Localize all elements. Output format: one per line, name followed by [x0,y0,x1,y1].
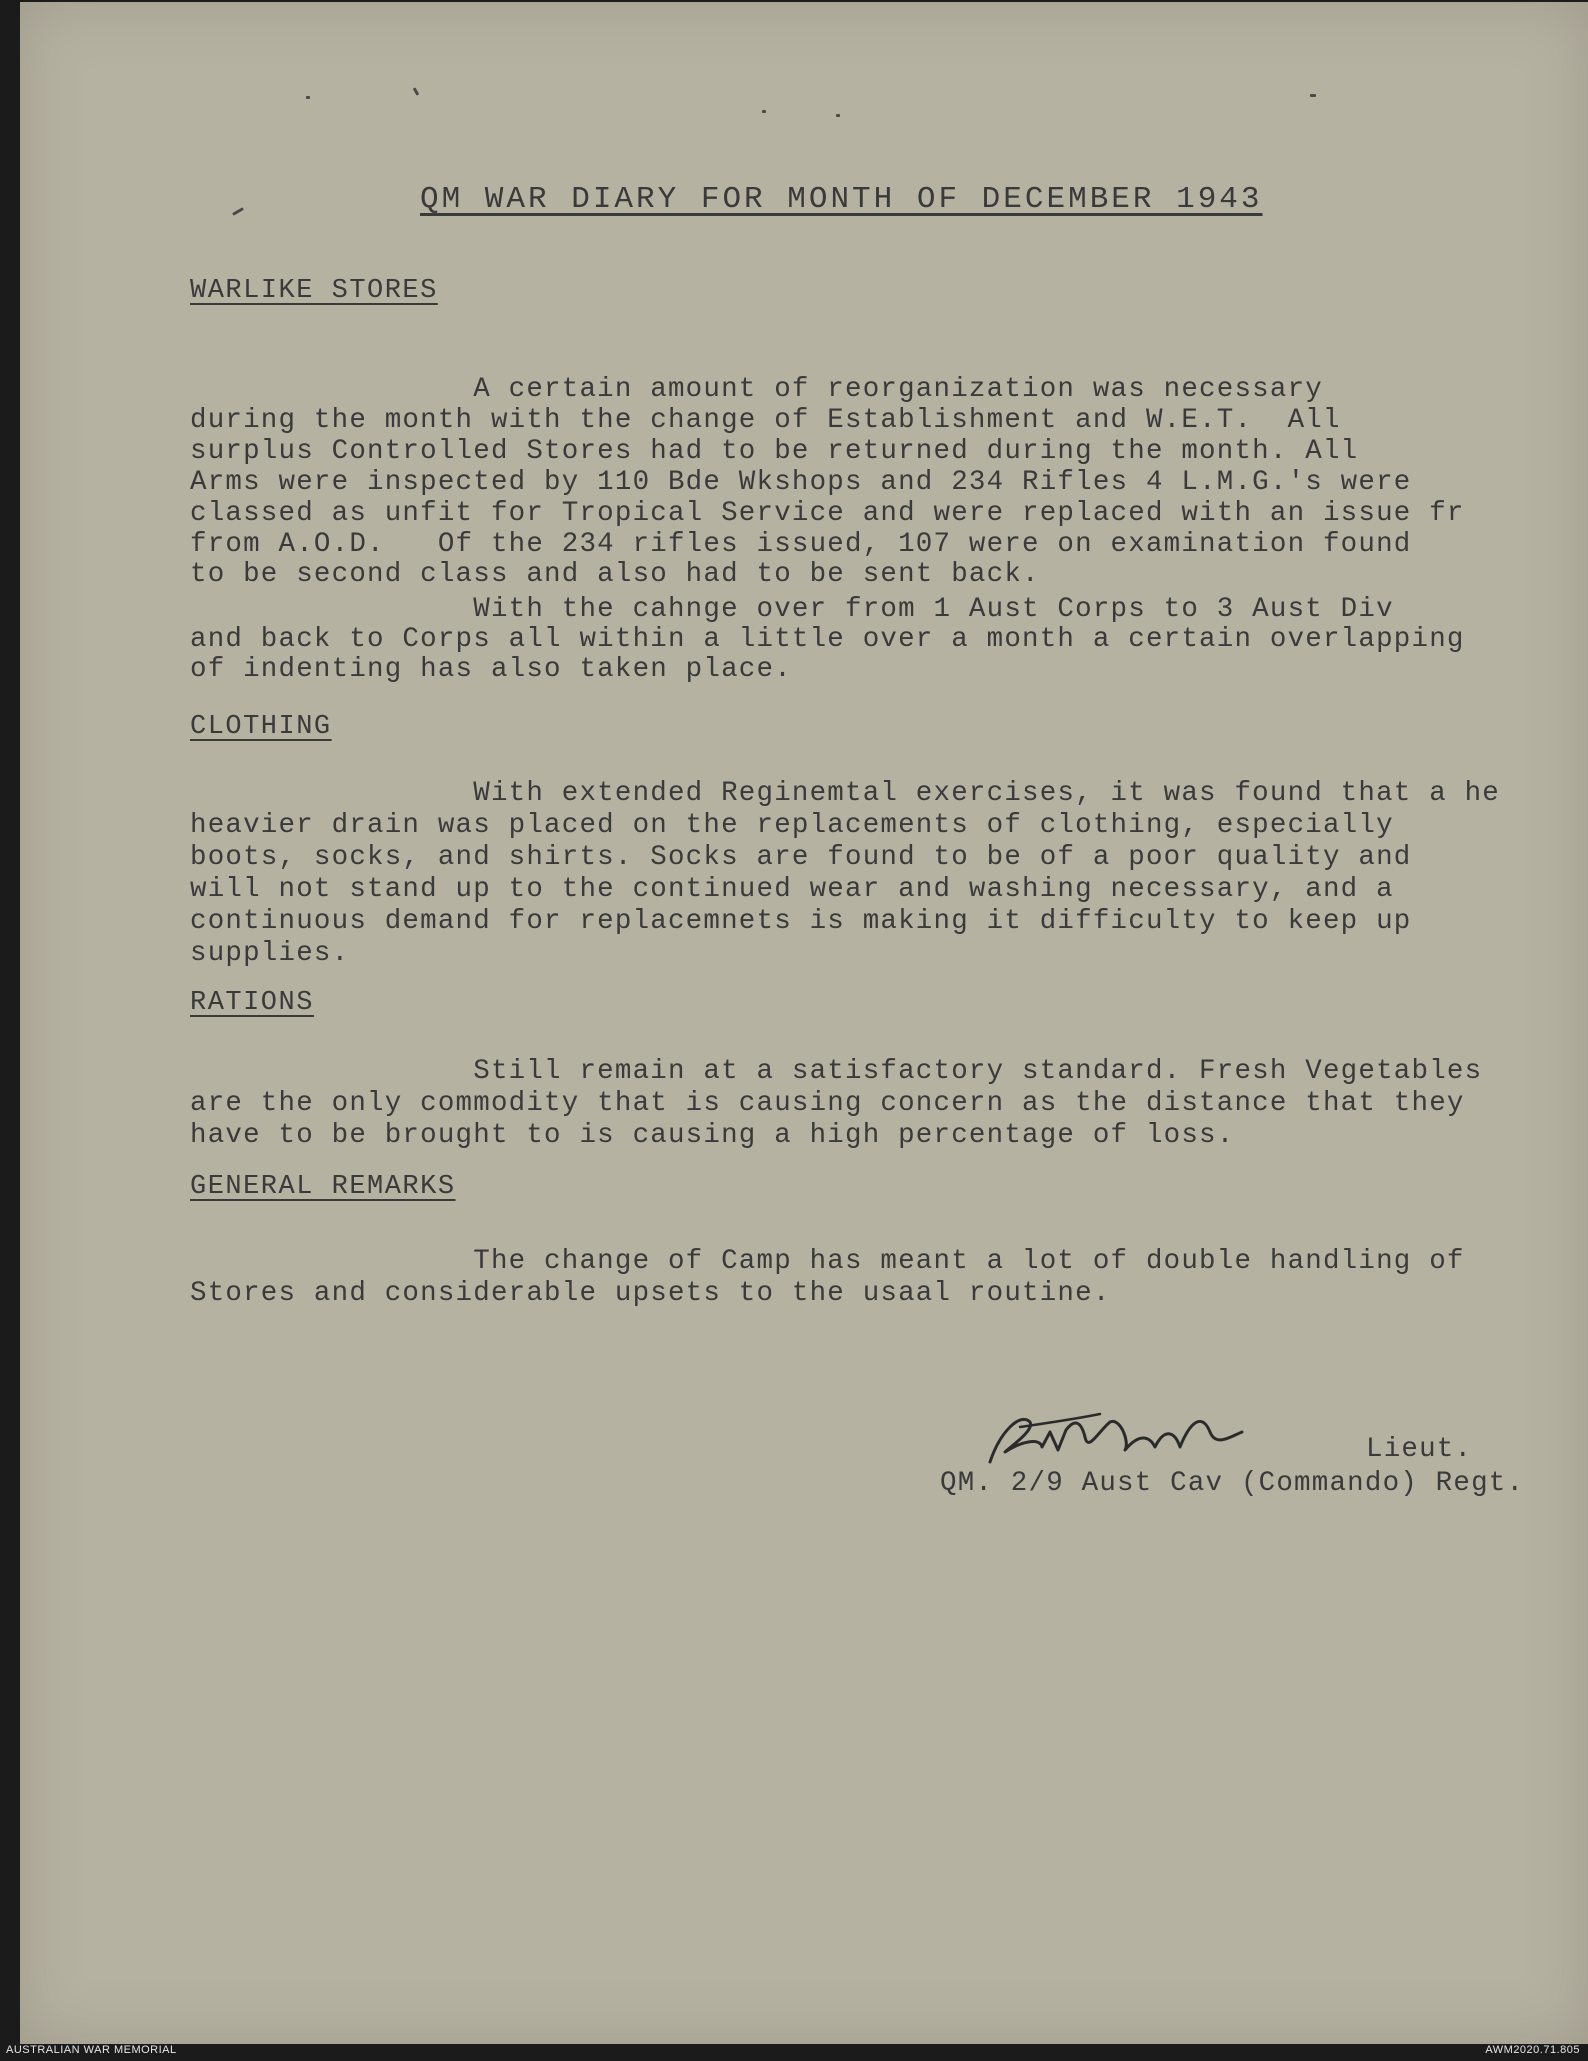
paper-speck [1310,94,1316,97]
text-line: from A.O.D. Of the 234 rifles issued, 107 were on examination found [190,529,1412,560]
text-line: are the only commodity that is causing concern as the distance that they [190,1088,1465,1119]
text-line: Arms were inspected by 110 Bde Wkshops and 234 Rifles 4 L.M.G.'s were [190,467,1412,498]
document-page [20,2,1588,2044]
section-heading: CLOTHING [190,712,332,742]
section-heading: WARLIKE STORES [190,276,438,306]
text-line: heavier drain was placed on the replacements of clothing, especially [190,810,1394,841]
paper-speck [232,207,244,216]
text-line: classed as unfit for Tropical Service and were replaced with an issue fr [190,498,1465,529]
signatory-unit: QM. 2/9 Aust Cav (Commando) Regt. [940,1468,1525,1499]
paper-speck [413,87,420,95]
text-line: during the month with the change of Establishment and W.E.T. All [190,405,1341,436]
text-line: The change of Camp has meant a lot of double handling of [190,1246,1465,1277]
text-line: A certain amount of reorganization was necessary [190,374,1323,405]
section-heading: GENERAL REMARKS [190,1172,456,1202]
text-line: to be second class and also had to be sent back. [190,559,1040,590]
text-line: surplus Controlled Stores had to be returned during the month. All [190,436,1359,467]
text-line: continuous demand for replacemnets is making it difficulty to keep up [190,906,1412,937]
text-line: With extended Reginemtal exercises, it was found that a he [190,778,1500,809]
page-title: QM WAR DIARY FOR MONTH OF DECEMBER 1943 [420,182,1263,217]
footer-reference: AWM2020.71.805 [1485,2044,1580,2056]
text-line: will not stand up to the continued wear and washing necessary, and a [190,874,1394,905]
text-line: of indenting has also taken place. [190,654,792,685]
paper-speck [306,96,310,99]
signatory-rank: Lieut. [1366,1434,1473,1465]
paper-speck [836,114,840,117]
text-line: Still remain at a satisfactory standard. Fresh Vegetables [190,1056,1483,1087]
text-line: have to be brought to is causing a high percentage of loss. [190,1120,1235,1151]
text-line: supplies. [190,938,350,969]
section-heading: RATIONS [190,988,314,1018]
footer-archive-label: AUSTRALIAN WAR MEMORIAL [6,2044,177,2056]
paper-speck [762,110,766,113]
text-line: and back to Corps all within a little over a month a certain overlapping [190,624,1465,655]
text-line: boots, socks, and shirts. Socks are found to be of a poor quality and [190,842,1412,873]
text-line: Stores and considerable upsets to the usaal routine. [190,1278,1111,1309]
text-line: With the cahnge over from 1 Aust Corps to 3 Aust Div [190,594,1394,625]
